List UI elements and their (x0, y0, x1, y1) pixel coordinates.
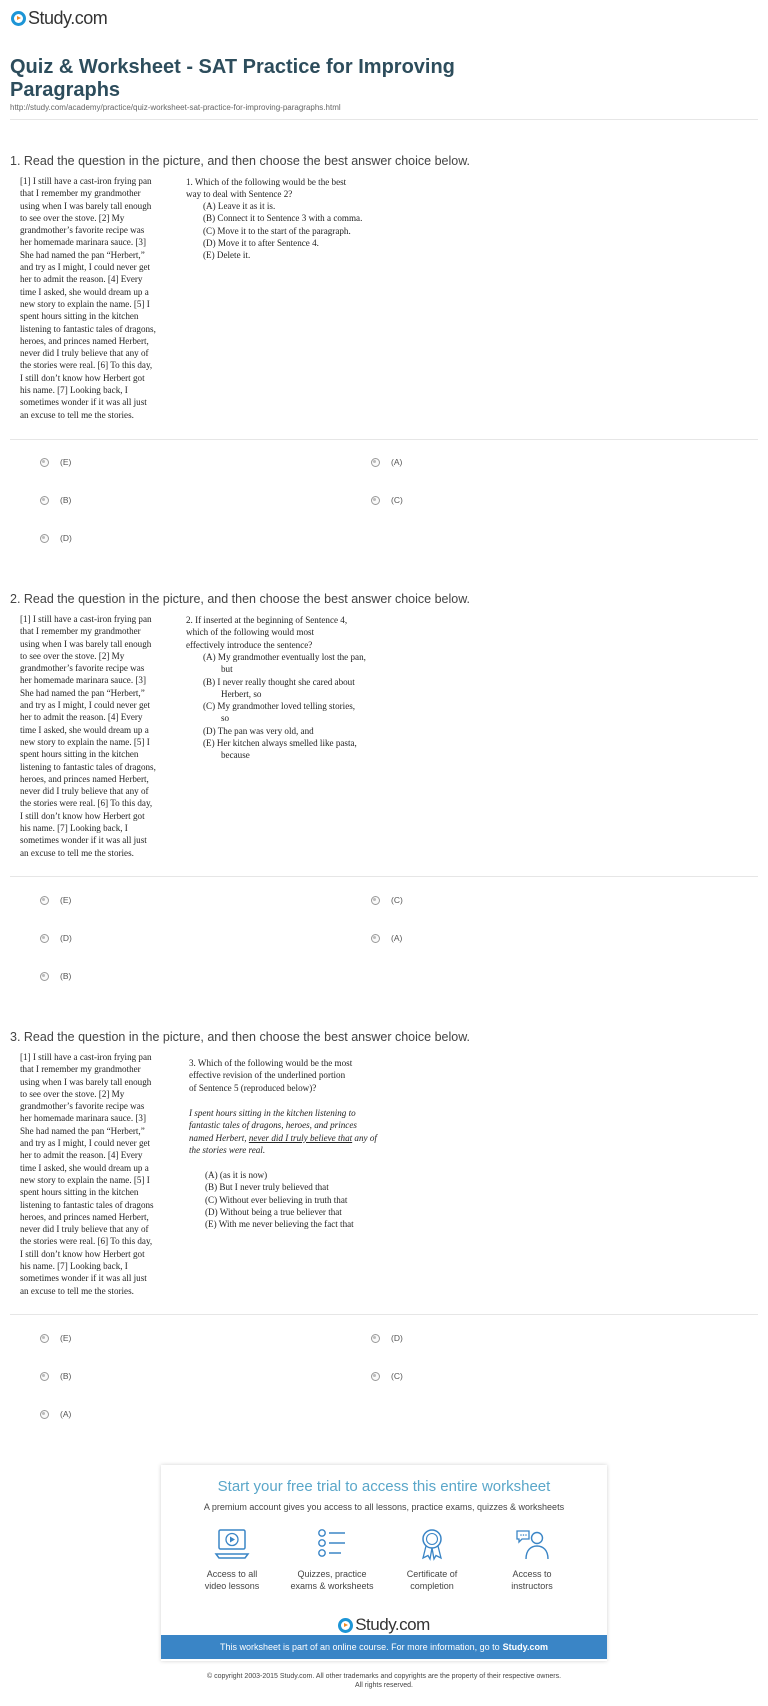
choice-label: (B) (60, 1371, 72, 1381)
radio-button[interactable] (371, 496, 380, 505)
q1-choice-b[interactable] (40, 495, 71, 505)
question-line: which of the following would most (186, 627, 315, 638)
option-a: (A) Leave it as it is. (203, 201, 276, 211)
passage-line: I still don’t know how Herbert got (20, 372, 145, 383)
option-b: (B) But I never truly believed that (205, 1182, 329, 1193)
passage-line: to see over the stove. [2] My (20, 650, 125, 661)
option-c: (C) Without ever believing in truth that (205, 1194, 348, 1205)
logo-text: Study.com (28, 7, 108, 28)
passage-line: never did I truly believe that any of (20, 1224, 149, 1235)
radio-button[interactable] (40, 1372, 49, 1381)
passage-line: using when I was barely tall enough (20, 1076, 152, 1087)
radio-button[interactable] (40, 534, 49, 543)
passage-line: that I remember my grandmother (20, 1064, 141, 1075)
study-play-logo-icon (11, 11, 26, 26)
choice-label: (E) (60, 457, 72, 467)
question-line: effectively introduce the sentence? (186, 639, 313, 650)
radio-button[interactable] (40, 1410, 49, 1419)
choice-label: (A) (60, 1409, 72, 1419)
course-info-bar (161, 1635, 607, 1659)
passage-line: her to admit the reason. [4] Every (20, 1150, 143, 1161)
choice-label: (B) (60, 495, 72, 505)
passage-line: her homemade marinara sauce. [3] (20, 237, 146, 248)
passage-line: grandmother’s favorite recipe was (20, 663, 145, 674)
divider (10, 119, 758, 120)
choice-label: (A) (391, 933, 403, 943)
passage-line: grandmother’s favorite recipe was (20, 225, 145, 236)
feature-certificate (387, 1527, 477, 1592)
q2-choice-e[interactable] (40, 895, 71, 905)
feature-label: Quizzes, practice exams & worksheets (290, 1569, 374, 1591)
radio-button[interactable] (371, 458, 380, 467)
q1-choice-a[interactable] (371, 457, 402, 467)
passage-line: new story to explain the name. [5] I (20, 298, 150, 309)
passage-line: She had named the pan “Herbert,” (20, 249, 145, 260)
question-1-text (186, 176, 386, 201)
question-line: effective revision of the underlined portion (189, 1070, 346, 1081)
question-1-options (203, 200, 388, 261)
passage-line: and try as I might, I could never get (20, 1138, 151, 1149)
passage-line: She had named the pan “Herbert,” (20, 687, 145, 698)
question-line: way to deal with Sentence 2? (186, 189, 293, 200)
q1-choice-e[interactable] (40, 457, 71, 467)
radio-button[interactable] (371, 896, 380, 905)
passage-line: time I asked, she would dream up a (20, 286, 149, 297)
logo-text: Study.com (355, 1615, 430, 1634)
passage-line: her homemade marinara sauce. [3] (20, 675, 146, 686)
radio-button[interactable] (40, 1334, 49, 1343)
choice-label: (D) (391, 1333, 403, 1343)
passage-line: the stories were real. [6] To this day, (20, 798, 153, 809)
option-e: (E) With me never believing the fact that (205, 1219, 354, 1230)
question-3-quote (189, 1107, 379, 1156)
passage-line: his name. [7] Looking back, I (20, 823, 128, 834)
passage-line: her homemade marinara sauce. [3] (20, 1113, 146, 1124)
passage-line: [1] I still have a cast-iron frying pan (20, 176, 152, 186)
question-2-heading: 2. Read the question in the picture, and then choose the best answer choice below. (10, 592, 471, 606)
radio-button[interactable] (40, 458, 49, 467)
radio-button[interactable] (40, 972, 49, 981)
promo-subtitle: A premium account gives you access to all lessons, practice exams, quizzes & worksheets (203, 1502, 565, 1512)
passage-line: grandmother’s favorite recipe was (20, 1101, 145, 1112)
passage-line: sometimes wonder if it was all just (20, 1273, 147, 1284)
question-line: 2. If inserted at the beginning of Sentence 4, (186, 615, 348, 625)
passage-line: and try as I might, I could never get (20, 262, 151, 273)
copyright-line: All rights reserved. (355, 1682, 413, 1689)
radio-button[interactable] (371, 1372, 380, 1381)
option-c: (C) My grandmother loved telling stories, so (203, 701, 356, 724)
passage-line: listening to fantastic tales of dragons, (20, 323, 156, 334)
passage-line: and try as I might, I could never get (20, 700, 151, 711)
option-b: (B) Connect it to Sentence 3 with a comma. (203, 213, 363, 224)
question-3-passage (20, 1051, 180, 1297)
passage-line: her to admit the reason. [4] Every (20, 274, 143, 285)
passage-line: using when I was barely tall enough (20, 638, 152, 649)
choice-label: (C) (391, 495, 403, 505)
passage-line: that I remember my grandmother (20, 626, 141, 637)
radio-button[interactable] (40, 896, 49, 905)
question-line: of Sentence 5 (reproduced below)? (189, 1082, 317, 1093)
study-com-link[interactable]: Study.com (502, 1642, 548, 1652)
passage-line: the stories were real. [6] To this day, (20, 360, 153, 371)
question-1-heading: 1. Read the question in the picture, and then choose the best answer choice below. (10, 154, 471, 168)
radio-button[interactable] (40, 496, 49, 505)
choice-label: (D) (60, 933, 72, 943)
feature-instructors (487, 1527, 577, 1592)
quote-underlined-portion: never did I truly believe that (248, 1132, 353, 1143)
question-3-text (189, 1057, 389, 1094)
passage-line: heroes, and princes named Herbert, (20, 773, 149, 784)
divider (10, 439, 758, 440)
feature-label: Access to all video lessons (204, 1569, 260, 1591)
passage-line: new story to explain the name. [5] I (20, 1174, 150, 1185)
option-c: (C) Move it to the start of the paragraph. (203, 225, 351, 236)
passage-line: his name. [7] Looking back, I (20, 385, 128, 396)
divider (10, 1314, 758, 1315)
question-3-options (205, 1169, 390, 1230)
passage-line: to see over the stove. [2] My (20, 1088, 125, 1099)
page-title: Quiz & Worksheet - SAT Practice for Improving Paragraphs (10, 56, 455, 101)
q2-choice-d[interactable] (40, 933, 72, 943)
q3-choice-b[interactable] (40, 1371, 71, 1381)
q2-choice-c[interactable] (371, 895, 403, 905)
passage-line: I still don’t know how Herbert got (20, 1248, 145, 1259)
copyright-line: © copyright 2003-2015 Study.com. All other trademarks and copyrights are the property of their respective owners. (206, 1673, 562, 1680)
choice-label: (C) (391, 895, 403, 905)
option-a: (A) (as it is now) (205, 1170, 268, 1180)
passage-line: his name. [7] Looking back, I (20, 1261, 128, 1272)
feature-label: Certificate of completion (406, 1569, 458, 1591)
passage-line: using when I was barely tall enough (20, 200, 152, 211)
passage-line: time I asked, she would dream up a (20, 724, 149, 735)
passage-line: an excuse to tell me the stories. (20, 409, 134, 420)
option-d: (D) The pan was very old, and (203, 725, 314, 736)
quote-text-end: any of the stories were real. (189, 1132, 377, 1155)
q2-choice-b[interactable] (40, 971, 71, 981)
option-a: (A) My grandmother eventually lost the pan, but (203, 652, 366, 675)
study-logo[interactable] (11, 7, 107, 29)
passage-line: time I asked, she would dream up a (20, 1162, 149, 1173)
passage-line: new story to explain the name. [5] I (20, 736, 150, 747)
choice-label: (D) (60, 533, 72, 543)
passage-line: never did I truly believe that any of (20, 348, 149, 359)
promo-study-logo[interactable] (161, 1615, 607, 1635)
page-url[interactable]: http://study.com/academy/practice/quiz-worksheet-sat-practice-for-improving-paragraphs.html (10, 103, 341, 112)
passage-line: [1] I still have a cast-iron frying pan (20, 1052, 152, 1062)
feature-label: Access to instructors (511, 1569, 553, 1591)
question-2-passage (20, 613, 180, 859)
premium-promo-box (161, 1465, 607, 1661)
passage-line: an excuse to tell me the stories. (20, 847, 134, 858)
radio-button[interactable] (371, 934, 380, 943)
option-d: (D) Move it to after Sentence 4. (203, 237, 319, 248)
passage-line: never did I truly believe that any of (20, 786, 149, 797)
feature-quizzes (287, 1527, 377, 1592)
question-line: 1. Which of the following would be the best (186, 177, 347, 187)
passage-line: She had named the pan “Herbert,” (20, 1125, 145, 1136)
q3-choice-c[interactable] (371, 1371, 403, 1381)
radio-button[interactable] (40, 934, 49, 943)
passage-line: her to admit the reason. [4] Every (20, 712, 143, 723)
option-e: (E) Her kitchen always smelled like pasta, because (203, 738, 357, 761)
question-2-text (186, 614, 386, 651)
promo-title: Start your free trial to access this entire worksheet (217, 1478, 551, 1495)
option-d: (D) Without being a true believer that (205, 1206, 342, 1217)
choice-label: (C) (391, 1371, 403, 1381)
instructor-chat-icon (514, 1527, 550, 1561)
passage-line: listening to fantastic tales of dragons, (20, 761, 156, 772)
option-e: (E) Delete it. (203, 250, 251, 261)
study-play-logo-icon (338, 1618, 353, 1633)
quote-text: I spent hours sitting in the kitchen listening to fantastic tales of dragons, heroes, and princes named Herbert, (189, 1108, 357, 1143)
radio-button[interactable] (371, 1334, 380, 1343)
passage-line: listening to fantastic tales of dragons (20, 1199, 154, 1210)
passage-line: an excuse to tell me the stories. (20, 1285, 134, 1296)
passage-line: heroes, and princes named Herbert, (20, 1211, 149, 1222)
passage-line: I still don’t know how Herbert got (20, 810, 145, 821)
passage-line: to see over the stove. [2] My (20, 212, 125, 223)
course-info-text: This worksheet is part of an online course. For more information, go to (220, 1642, 500, 1652)
passage-line: spent hours sitting in the kitchen (20, 311, 139, 322)
choice-label: (B) (60, 971, 72, 981)
passage-line: spent hours sitting in the kitchen (20, 1187, 139, 1198)
passage-line: sometimes wonder if it was all just (20, 835, 147, 846)
passage-line: that I remember my grandmother (20, 188, 141, 199)
option-b: (B) I never really thought she cared about Herbert, so (203, 676, 355, 699)
question-line: 3. Which of the following would be the most (189, 1058, 353, 1068)
q3-choice-d[interactable] (371, 1333, 403, 1343)
certificate-icon (414, 1527, 450, 1561)
q3-choice-e[interactable] (40, 1333, 71, 1343)
choice-label: (E) (60, 1333, 72, 1343)
q1-choice-c[interactable] (371, 495, 403, 505)
choice-label: (E) (60, 895, 72, 905)
passage-line: sometimes wonder if it was all just (20, 397, 147, 408)
q3-choice-a[interactable] (40, 1409, 71, 1419)
question-2-options (203, 651, 378, 762)
q2-choice-a[interactable] (371, 933, 402, 943)
passage-line: heroes, and princes named Herbert, (20, 335, 149, 346)
passage-line: [1] I still have a cast-iron frying pan (20, 614, 152, 624)
divider (10, 876, 758, 877)
passage-line: the stories were real. [6] To this day, (20, 1236, 153, 1247)
choice-label: (A) (391, 457, 403, 467)
question-3-heading: 3. Read the question in the picture, and then choose the best answer choice below. (10, 1030, 471, 1044)
question-1-passage (20, 175, 180, 421)
video-lesson-icon (214, 1527, 250, 1561)
q1-choice-d[interactable] (40, 533, 72, 543)
copyright-footer (0, 1672, 768, 1690)
passage-line: spent hours sitting in the kitchen (20, 749, 139, 760)
quiz-list-icon (314, 1527, 350, 1561)
feature-video-lessons (187, 1527, 277, 1592)
